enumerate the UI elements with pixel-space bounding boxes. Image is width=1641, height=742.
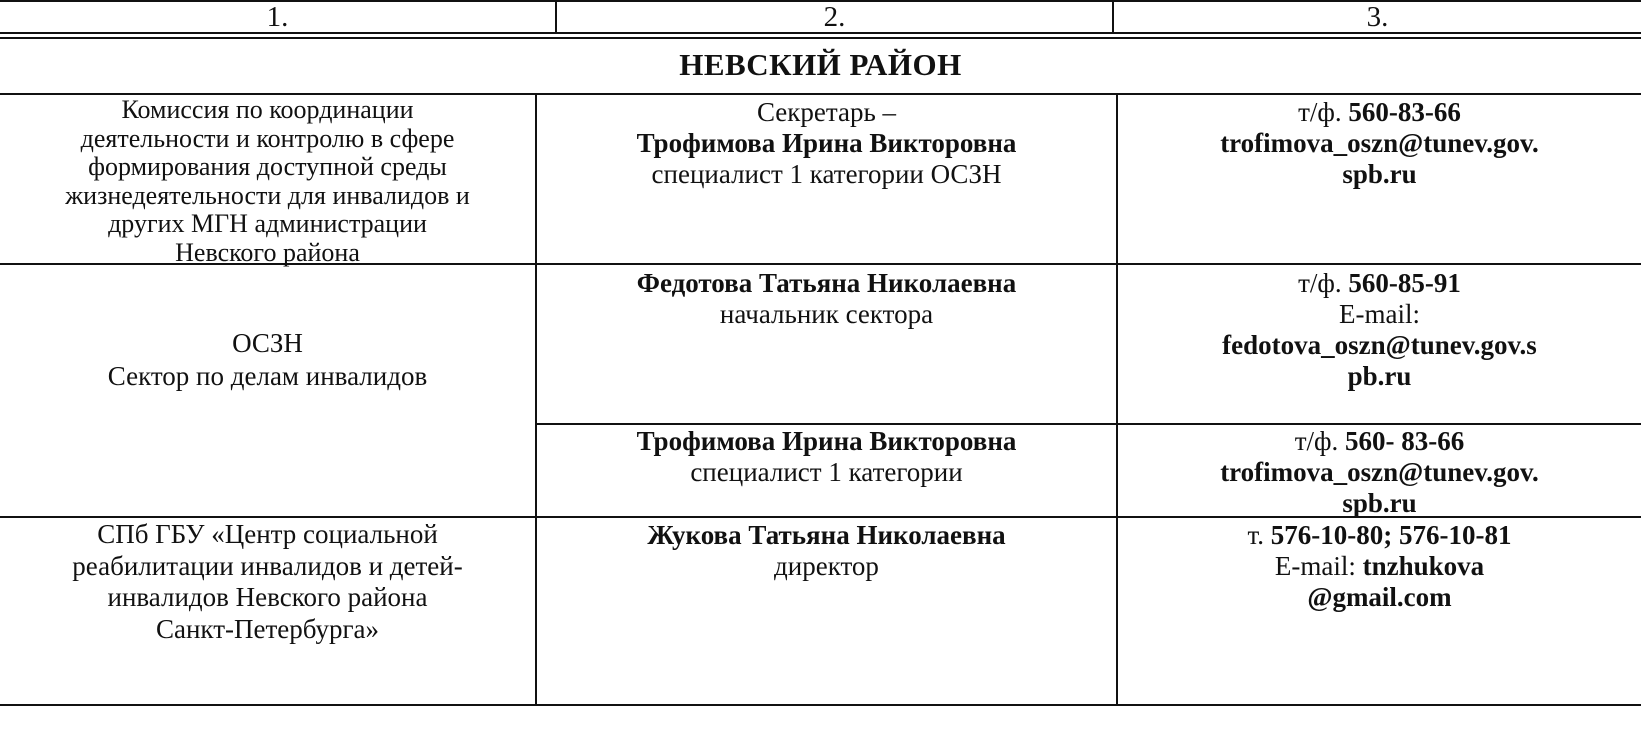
row1-phone: 560-83-66 (1348, 97, 1461, 127)
row3-org-line-4: Санкт-Петербурга» (155, 613, 380, 644)
row3-person-title: директор (774, 551, 879, 581)
row1-org-line-5: других МГН администрации (108, 209, 427, 238)
row1-org-line-1: Комиссия по координации (121, 95, 414, 124)
row1-person (537, 97, 1116, 190)
column-number-2: 2. (823, 1, 846, 33)
row2a-person (537, 268, 1116, 330)
row3-phone-prefix: т. (1247, 520, 1271, 550)
row3-person-name: Жукова Татьяна Николаевна (647, 520, 1006, 550)
row1-person-name: Трофимова Ирина Викторовна (636, 128, 1017, 158)
row2a-email-line-1[interactable]: fedotova_oszn@tunev.gov.s (1222, 330, 1537, 360)
row1-email-line-1[interactable]: trofimova_oszn@tunev.gov. (1220, 128, 1539, 158)
row3-org-line-2: реабилитации инвалидов и детей- (72, 550, 463, 581)
row2b-person-name: Трофимова Ирина Викторовна (636, 426, 1017, 456)
row3-phone: 576-10-80; 576-10-81 (1270, 520, 1512, 550)
row3-organization (0, 519, 535, 645)
row2b-contact (1118, 426, 1641, 519)
column-number-1: 1. (266, 1, 289, 33)
row2b-phone: 560- 83-66 (1345, 426, 1465, 456)
row1-email-line-2[interactable]: spb.ru (1342, 159, 1417, 189)
row3-email-label: E-mail: (1274, 551, 1363, 581)
row1-person-role: Секретарь – (756, 97, 897, 127)
row2-organization (0, 327, 535, 393)
row2b-phone-line (1118, 426, 1641, 457)
district-title: НЕВСКИЙ РАЙОН (679, 47, 962, 82)
row1-contact (1118, 97, 1641, 190)
row2-org-line-1: ОСЗН (232, 328, 303, 358)
row1-organization (0, 96, 535, 267)
row3-org-line-1: СПб ГБУ «Центр социальной (97, 519, 438, 549)
row2a-phone: 560-85-91 (1348, 268, 1461, 298)
row2b-phone-prefix: т/ф. (1294, 426, 1346, 456)
row1-org-line-6: Невского района (175, 237, 360, 267)
row2a-person-name: Федотова Татьяна Николаевна (636, 268, 1017, 298)
row2a-person-title: начальник сектора (719, 299, 934, 329)
row2b-email-line-1[interactable]: trofimova_oszn@tunev.gov. (1220, 457, 1539, 487)
column-number-3: 3. (1366, 1, 1389, 33)
row2a-email-label: E-mail: (1339, 299, 1420, 329)
row1-org-line-4: жизнедеятельности для инвалидов и (65, 180, 470, 210)
row2b-email-line-2[interactable]: spb.ru (1342, 488, 1417, 518)
row3-person (537, 520, 1116, 582)
row2a-phone-prefix: т/ф. (1298, 268, 1349, 298)
row3-org-line-3: инвалидов Невского района (107, 582, 428, 612)
row3-email-part-1[interactable]: tnzhukova (1362, 551, 1485, 581)
row3-email-line-2[interactable]: @gmail.com (1307, 582, 1452, 612)
row3-phone-line (1118, 520, 1641, 551)
row1-person-title: специалист 1 категории ОСЗН (651, 159, 1002, 189)
row1-org-line-3: формирования доступной среды (88, 152, 447, 181)
row3-email-line-1 (1118, 551, 1641, 582)
header-divider-2 (0, 37, 1641, 39)
table-bottom-border (0, 704, 1641, 706)
row2b-person (537, 426, 1116, 488)
row2a-email-line-2[interactable]: pb.ru (1347, 361, 1412, 391)
row2-org-line-2: Сектор по делам инвалидов (107, 361, 428, 391)
row1-phone-prefix: т/ф. (1298, 97, 1349, 127)
row3-contact (1118, 520, 1641, 613)
row2-inner-divider (535, 423, 1641, 425)
row2a-phone-line (1118, 268, 1641, 299)
row1-org-line-2: деятельности и контролю в сфере (80, 123, 455, 153)
row2b-person-title: специалист 1 категории (690, 457, 963, 487)
row1-phone-line (1118, 97, 1641, 128)
row2a-contact (1118, 268, 1641, 392)
